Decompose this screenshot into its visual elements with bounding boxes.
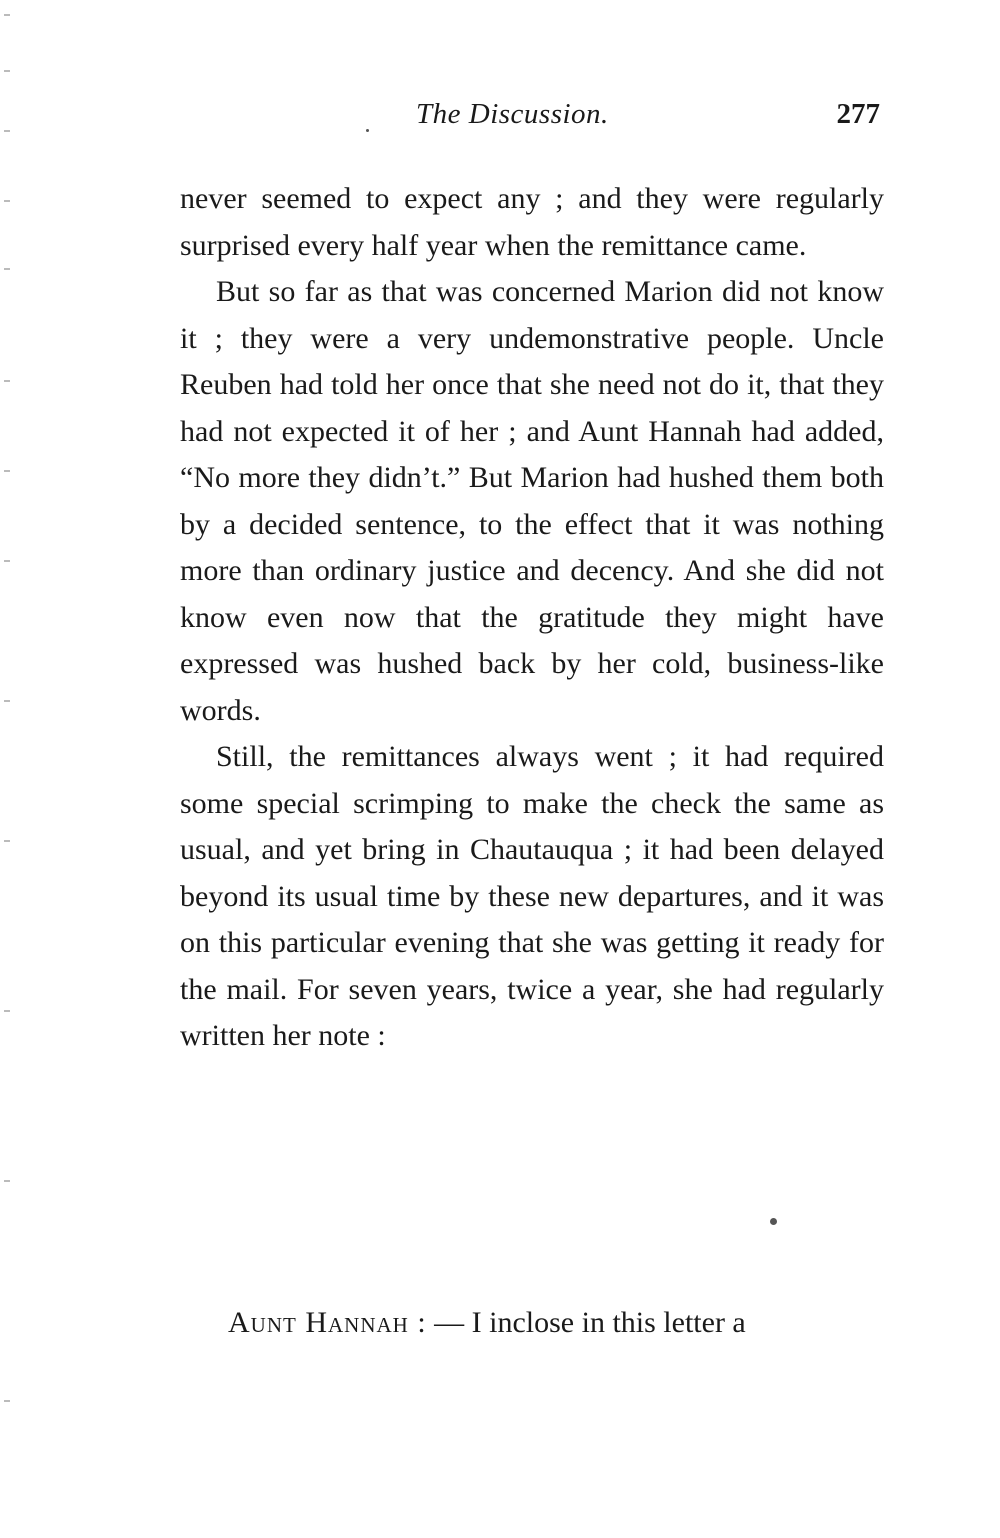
paragraph: But so far as that was concerned Marion did not know it ; they were a very undemonstrative people. Uncle Reuben had told her once that she need not do it, that they had not expected it of her ; and Aunt Hannah had added, “No more they didn’t.” But Marion had hushed them both by a decided sentence, to the effect that it was nothing more than ordinary justice and decency. And she did not know even now that the gratitude they might have expressed was hushed back by her cold, business-like words. [180,275,884,727]
print-speck [770,1218,777,1225]
letter-salutation: Aunt Hannah : [228,1306,427,1339]
paragraph: Still, the remittances always went ; it had required some special scrimping to make the check the same as usual, and yet bring in Chautauqua ; it had been delayed beyond its usual time by these new departures, and it was on this particular evening that she was getting it ready for the mail. For seven years, twice a year, she had regularly written her note : [180,740,884,1052]
paragraph: never seemed to expect any ; and they were regularly surprised every half year when the remittance came. [180,182,884,262]
running-title: The Discussion. [416,98,609,130]
body-text [180,176,884,1060]
scan-edge-marks [0,0,20,1538]
print-speck [366,129,369,132]
page-number: 277 [836,98,880,130]
letter-opening [228,1300,890,1346]
letter-text: — I inclose in this letter a [426,1306,746,1339]
page-header [180,98,880,138]
